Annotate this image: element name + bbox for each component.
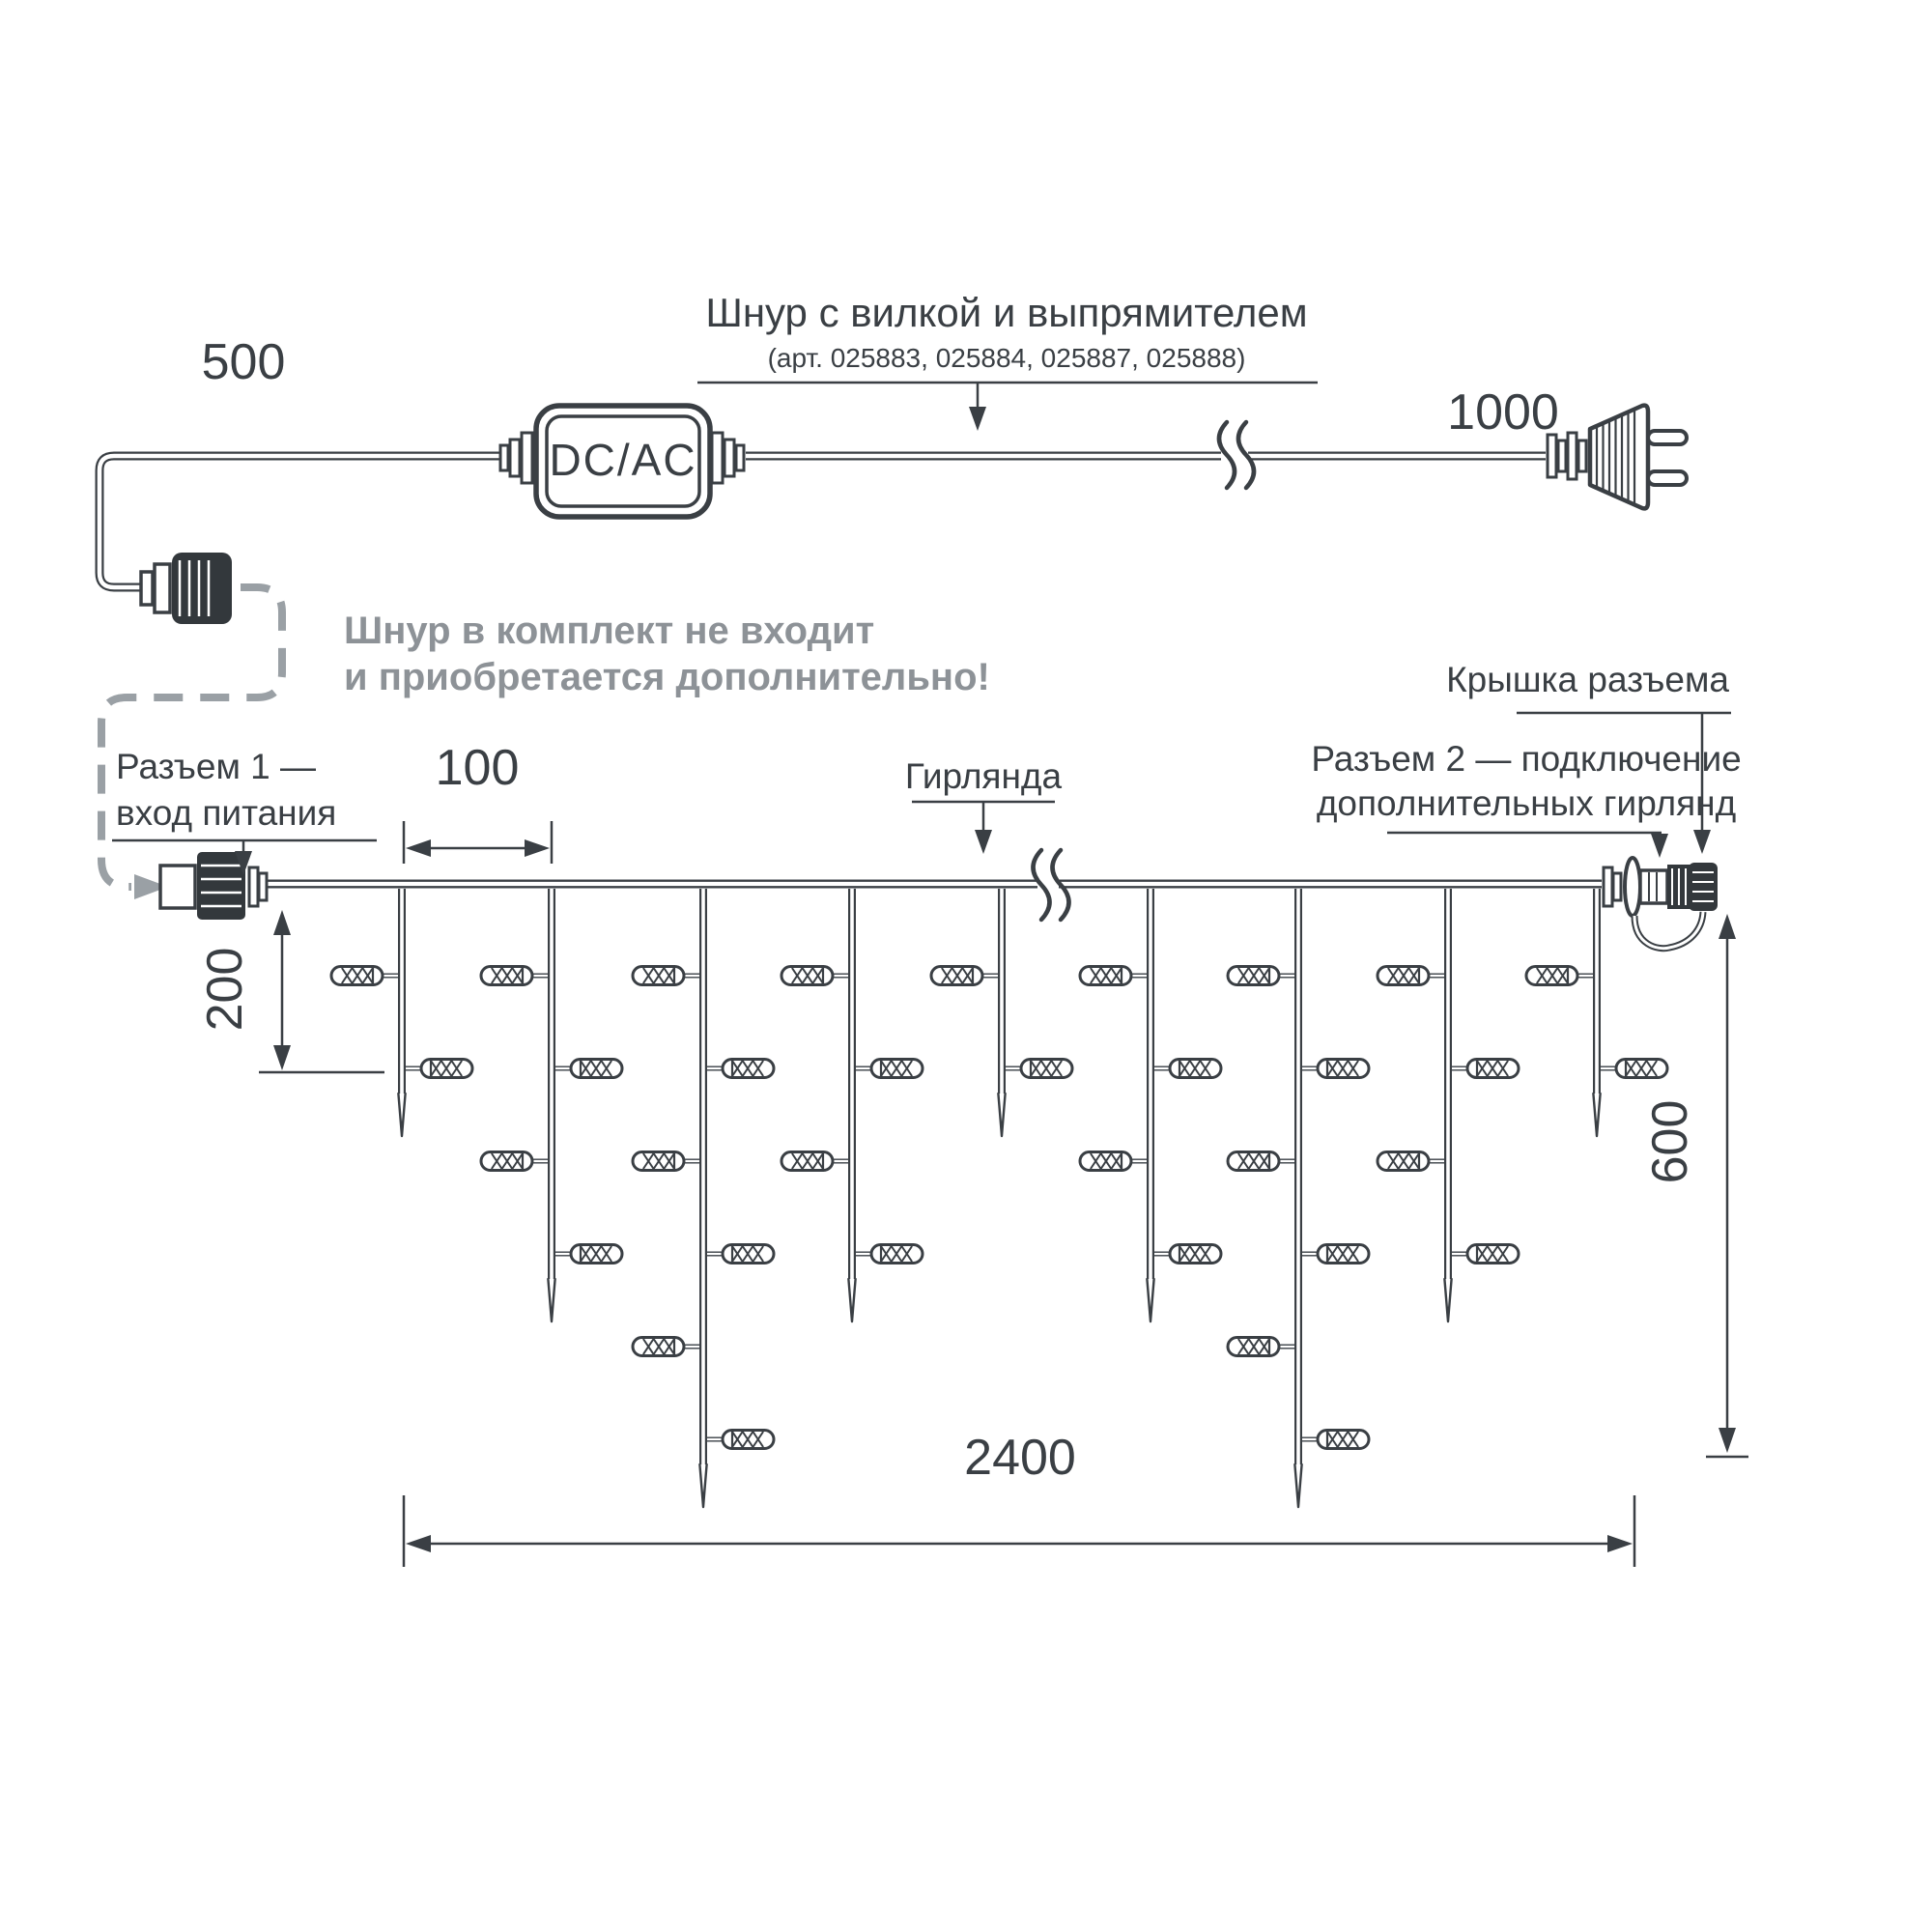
led-bulb-icon [633,1152,699,1171]
connector1-label-line1: Разъем 1 — [116,747,317,786]
note-line2: и приобретается дополнительно! [344,656,990,698]
dim-200-label: 200 [197,947,253,1032]
led-bulb-icon [1452,1245,1519,1264]
garland-drop [633,889,774,1507]
connector1 [160,852,267,920]
led-bulb-icon [931,967,998,985]
led-bulb-icon [555,1060,622,1078]
connector2 [1604,858,1718,949]
led-bulb-icon [1378,967,1444,985]
garland-wire [267,850,1602,920]
cap-cord-core [1634,912,1703,949]
led-bulb-icon [1006,1060,1072,1078]
led-bulb-icon [1228,1152,1294,1171]
led-bulb-icon [481,967,548,985]
cord-break-icon [1219,422,1235,488]
garland-drop [1228,889,1369,1507]
connector1-label-line2: вход питания [116,793,337,833]
led-bulb-icon [555,1245,622,1264]
led-bulb-icon [856,1060,923,1078]
dashed-path [101,587,282,887]
garland-drops [331,889,1667,1507]
led-bulb-icon [1154,1060,1221,1078]
converter-label: DC/AC [549,435,697,485]
led-bulb-icon [1080,967,1147,985]
connector2-label-line2: дополнительных гирлянд [1316,783,1737,823]
cap-label: Крышка разъема [1446,660,1729,699]
garland-drop [1378,889,1519,1321]
dim-2400-label: 2400 [964,1430,1076,1486]
connector2-label-line1: Разъем 2 — подключение [1311,739,1742,779]
led-bulb-icon [856,1245,923,1264]
cord-callout-title: Шнур с вилкой и выпрямителем [705,290,1308,335]
connector-cap [1689,863,1718,911]
led-bulb-icon [781,1152,848,1171]
led-bulb-icon [633,967,699,985]
led-bulb-icon [1452,1060,1519,1078]
led-bulb-icon [1302,1245,1369,1264]
led-bulb-icon [707,1245,774,1264]
garland-drop [781,889,923,1321]
led-bulb-icon [331,967,398,985]
led-bulb-icon [1302,1060,1369,1078]
led-bulb-icon [1228,1338,1294,1356]
garland-label: Гирлянда [904,756,1063,796]
garland-drop [1526,889,1667,1136]
led-bulb-icon [707,1060,774,1078]
cord-callout-subtitle: (арт. 025883, 025884, 025887, 025888) [767,343,1246,373]
garland-drop [1080,889,1221,1321]
led-bulb-icon [1228,967,1294,985]
led-bulb-icon [1080,1152,1147,1171]
led-bulb-icon [707,1431,774,1449]
led-bulb-icon [1154,1245,1221,1264]
led-bulb-icon [1302,1431,1369,1449]
led-bulb-icon [1526,967,1593,985]
garland-drop [331,889,472,1136]
led-bulb-icon [633,1338,699,1356]
dim-600-label: 600 [1642,1099,1698,1184]
power-plug [1548,406,1687,509]
cord-ring-icon [1625,858,1640,916]
garland-drop [931,889,1072,1136]
dim-1000-label: 1000 [1447,384,1559,440]
led-bulb-icon [481,1152,548,1171]
led-bulb-icon [1378,1152,1444,1171]
dashed-route [101,587,282,899]
dim-500-label: 500 [201,334,286,390]
led-bulb-icon [406,1060,472,1078]
garland-drop [481,889,622,1321]
dim-100-label: 100 [435,740,520,796]
note-line1: Шнур в комплект не входит [344,610,875,652]
cord-connector [141,553,232,624]
led-bulb-icon [1601,1060,1667,1078]
plug-hatch [1597,411,1634,504]
led-bulb-icon [781,967,848,985]
